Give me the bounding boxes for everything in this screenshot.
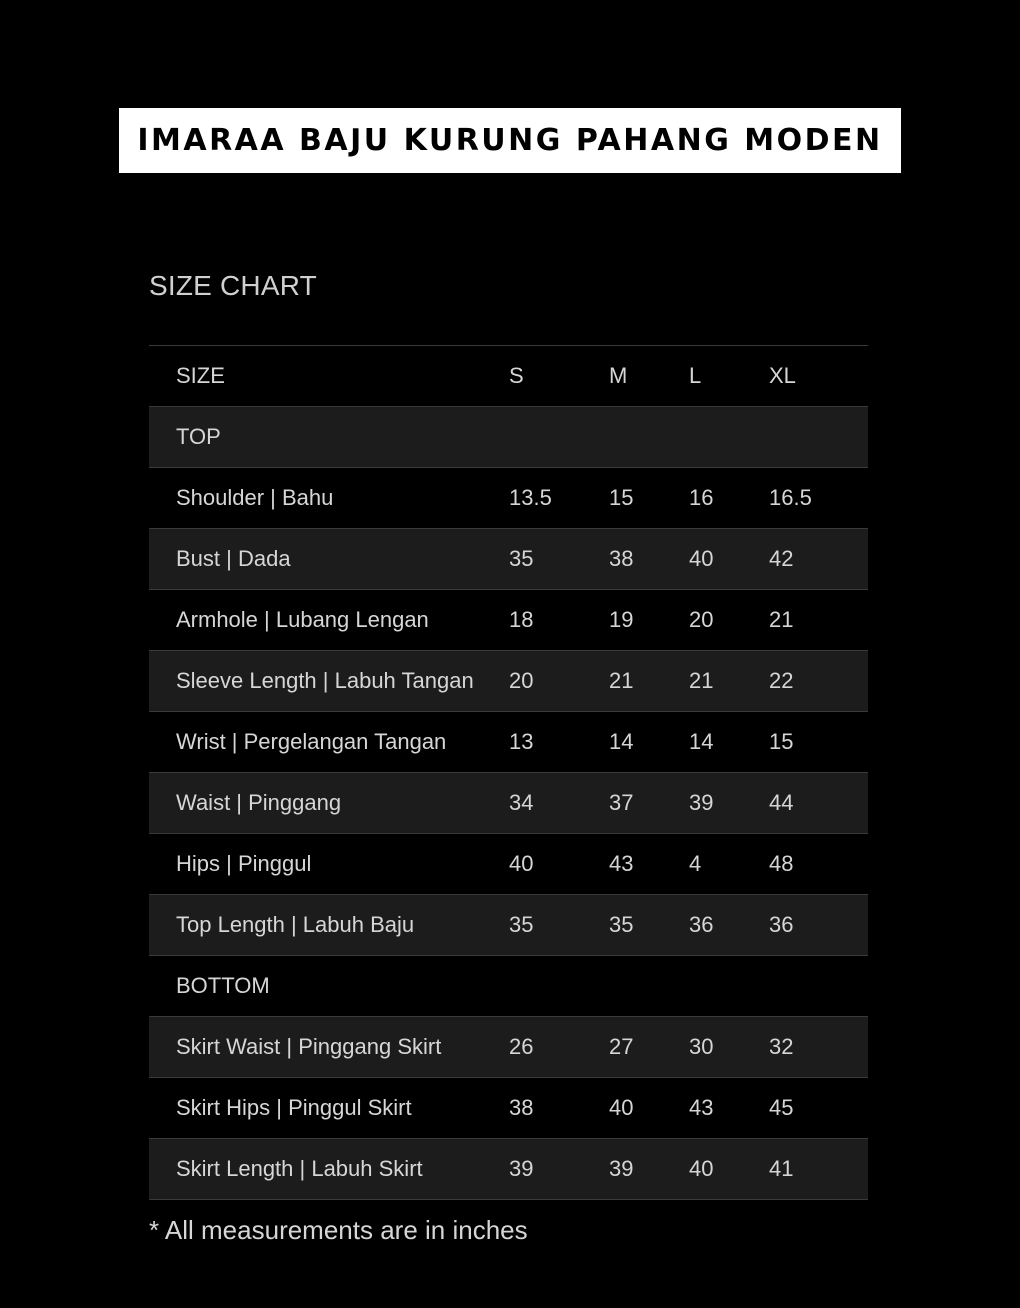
measurement-value: 18 — [509, 590, 609, 651]
measurement-value: 36 — [689, 895, 769, 956]
measurement-label: Sleeve Length | Labuh Tangan — [149, 651, 509, 712]
measurement-label: Skirt Hips | Pinggul Skirt — [149, 1078, 509, 1139]
measurement-value: 35 — [509, 529, 609, 590]
size-chart-heading: SIZE CHART — [149, 270, 317, 301]
measurement-label: Skirt Length | Labuh Skirt — [149, 1139, 509, 1200]
table-row — [149, 1078, 868, 1139]
measurement-value: 14 — [609, 712, 689, 773]
measurement-value: 34 — [509, 773, 609, 834]
measurement-value: 42 — [769, 529, 868, 590]
measurement-label: Wrist | Pergelangan Tangan — [149, 712, 509, 773]
section-row — [149, 956, 868, 1017]
measurement-value: 21 — [689, 651, 769, 712]
section-row — [149, 407, 868, 468]
measurement-value: 21 — [609, 651, 689, 712]
table-row — [149, 1017, 868, 1078]
measurement-value: 37 — [609, 773, 689, 834]
measurement-value: 38 — [509, 1078, 609, 1139]
measurement-value: 32 — [769, 1017, 868, 1078]
measurement-value: 20 — [689, 590, 769, 651]
size-xl-header: XL — [769, 346, 868, 407]
table-row — [149, 529, 868, 590]
measurement-value: 15 — [609, 468, 689, 529]
measurement-value: 13 — [509, 712, 609, 773]
measurement-value: 40 — [689, 529, 769, 590]
title-banner — [119, 108, 901, 173]
measurement-value: 22 — [769, 651, 868, 712]
measurement-value: 26 — [509, 1017, 609, 1078]
measurement-value: 40 — [609, 1078, 689, 1139]
table-row — [149, 1139, 868, 1200]
measurement-value: 43 — [609, 834, 689, 895]
measurement-label: Hips | Pinggul — [149, 834, 509, 895]
size-m-header: M — [609, 346, 689, 407]
size-chart-table — [149, 345, 868, 1200]
size-s-header: S — [509, 346, 609, 407]
measurement-value: 16 — [689, 468, 769, 529]
page-title: IMARAA BAJU KURUNG PAHANG MODEN — [137, 123, 883, 158]
table-row — [149, 773, 868, 834]
measurement-value: 19 — [609, 590, 689, 651]
measurement-value: 48 — [769, 834, 868, 895]
measurement-value: 35 — [509, 895, 609, 956]
measurement-value: 40 — [689, 1139, 769, 1200]
measurement-value: 14 — [689, 712, 769, 773]
measurement-value: 36 — [769, 895, 868, 956]
measurement-value: 30 — [689, 1017, 769, 1078]
table-row — [149, 712, 868, 773]
measurement-label: Armhole | Lubang Lengan — [149, 590, 509, 651]
table-row — [149, 651, 868, 712]
measurement-value: 20 — [509, 651, 609, 712]
table-row — [149, 834, 868, 895]
table-row — [149, 590, 868, 651]
measurement-value: 45 — [769, 1078, 868, 1139]
measurement-value: 40 — [509, 834, 609, 895]
section-label: TOP — [149, 407, 868, 468]
table-body — [149, 407, 868, 1200]
measurement-value: 27 — [609, 1017, 689, 1078]
measurement-value: 39 — [689, 773, 769, 834]
measurement-label: Bust | Dada — [149, 529, 509, 590]
measurement-label: Skirt Waist | Pinggang Skirt — [149, 1017, 509, 1078]
measurement-label: Waist | Pinggang — [149, 773, 509, 834]
measurement-value: 16.5 — [769, 468, 868, 529]
table-row — [149, 895, 868, 956]
measurement-value: 39 — [609, 1139, 689, 1200]
measurement-value: 43 — [689, 1078, 769, 1139]
measurement-value: 38 — [609, 529, 689, 590]
measurement-value: 21 — [769, 590, 868, 651]
section-label: BOTTOM — [149, 956, 868, 1017]
size-column-header: SIZE — [149, 346, 509, 407]
measurement-label: Shoulder | Bahu — [149, 468, 509, 529]
measurement-value: 35 — [609, 895, 689, 956]
measurement-value: 4 — [689, 834, 769, 895]
measurement-label: Top Length | Labuh Baju — [149, 895, 509, 956]
measurement-value: 44 — [769, 773, 868, 834]
table-row — [149, 468, 868, 529]
measurement-value: 39 — [509, 1139, 609, 1200]
measurement-value: 15 — [769, 712, 868, 773]
table-header-row — [149, 346, 868, 407]
measurement-footnote: * All measurements are in inches — [149, 1215, 528, 1245]
measurement-value: 13.5 — [509, 468, 609, 529]
measurement-value: 41 — [769, 1139, 868, 1200]
size-l-header: L — [689, 346, 769, 407]
